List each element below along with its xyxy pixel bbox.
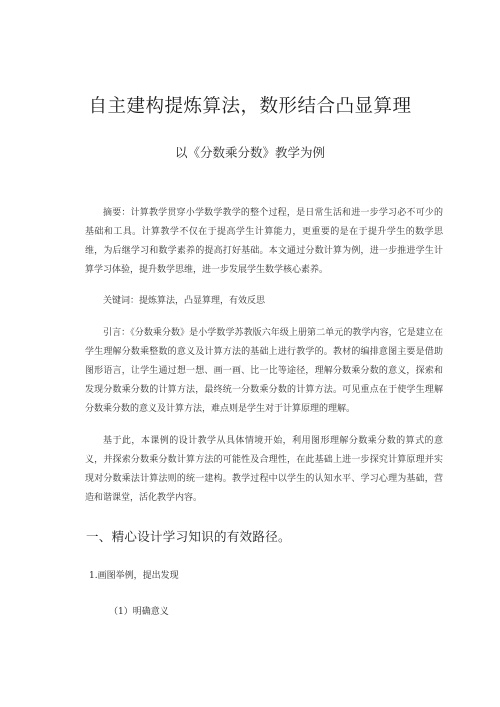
subsection-heading: 1.画图举例，提出发现	[89, 571, 179, 581]
document-title: 自主建构提炼算法，数形结合凸显算理	[88, 96, 412, 117]
intro-paragraph: 引言：《分数乘分数》是小学数学苏教版六年级上册第二单元的教学内容，它是建立在学生理解分数乘整数的意义及计算方法的基础上进行教学的。教材的编排意图主要是借助图形语言，让学生通过想一想、画一画、比一比等途径，理解分数乘分数的意义，探索和发现分数乘分数的计算方法，最终统一分数乘分数的计算方法。可见重点在于使学生理解分数乘分数的意义及计算方法，难点则是学生对于计算原理的理解。	[85, 328, 443, 414]
basis-paragraph: 基于此，本课例的设计教学从具体情境开始，利用图形理解分数乘分数的算式的意义，并探索分数乘分数计算方法的可能性及合理性，在此基础上进一步探究计算原理并实现对分数乘法计算法则的统一建构。教学过程中以学生的认知水平、学习心理为基础，营造和谐课堂，活化教学内容。	[85, 436, 443, 503]
item-heading: （1）明确意义	[109, 607, 169, 617]
abstract-paragraph: 摘要：计算教学贯穿小学数学教学的整个过程，是日常生活和进一步学习必不可少的基础和工具。计算教学不仅在于提高学生计算能力，更重要的是在于提升学生的数学思维，为后继学习和数学素养的提高打好基础。本文通过分数计算为例，进一步推进学生计算学习体验，提升数学思维，进一步发展学生数学核心素养。	[85, 208, 443, 275]
keywords-paragraph: 关键词：提炼算法，凸显算理，有效反思	[103, 296, 266, 306]
section-heading: 一、精心设计学习知识的有效路径。	[86, 529, 291, 544]
document-subtitle: 以《分数乘分数》教学为例	[174, 145, 325, 160]
